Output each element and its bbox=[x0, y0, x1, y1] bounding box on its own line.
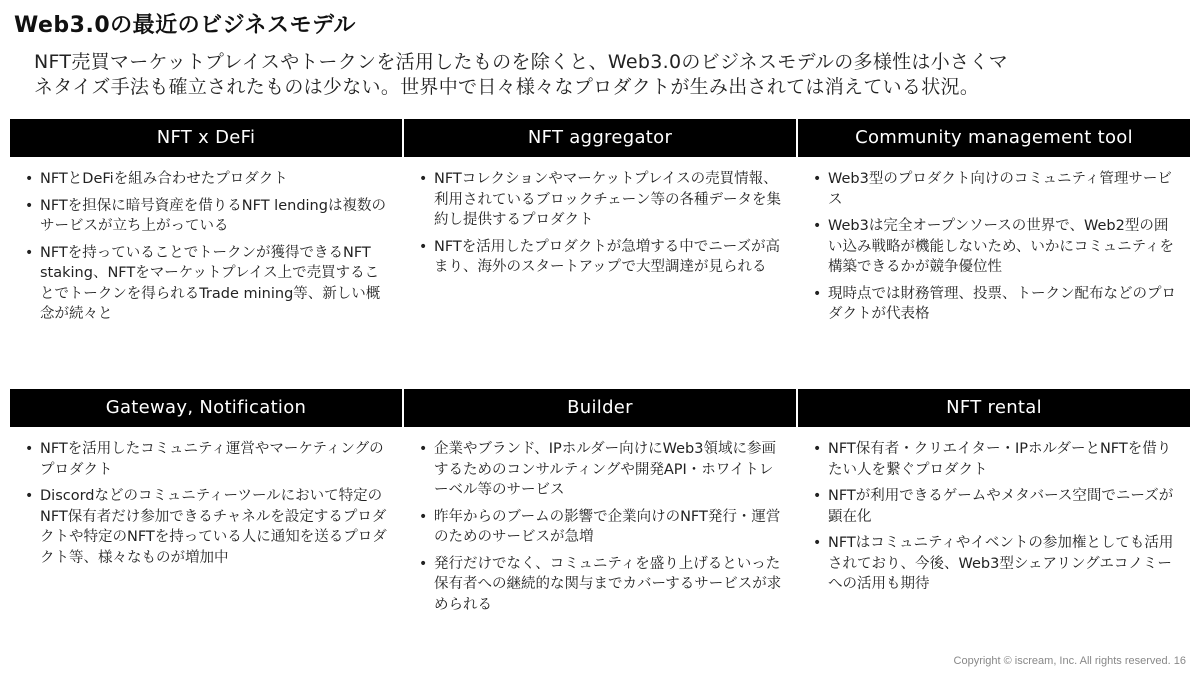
bullet-list bbox=[10, 169, 402, 325]
bullet-list bbox=[404, 169, 796, 278]
bullet-item: • NFTが利用できるゲームやメタバース空間でニーズが顕在化 bbox=[798, 486, 1190, 527]
copyright-footer: Copyright © iscream, Inc. All rights reserved. 16 bbox=[953, 655, 1186, 667]
bullet-item: • 企業やブランド、IPホルダー向けにWeb3領域に参画するためのコンサルティングや開発API・ホワイトレーベル等のサービス bbox=[404, 439, 796, 501]
bullet-item: • NFTを活用したコミュニティ運営やマーケティングのプロダクト bbox=[10, 439, 402, 480]
bullet-item: • NFTとDeFiを組み合わせたプロダクト bbox=[10, 169, 402, 190]
bullet-item: • NFTを持っていることでトークンが獲得できるNFT staking、NFTをマーケットプレイス上で売買することでトークンを得られるTrade mining等、新しい概念が続々と bbox=[10, 243, 402, 325]
bullet-item: • 発行だけでなく、コミュニティを盛り上げるといった保有者への継続的な関与までカバーするサービスが求められる bbox=[404, 554, 796, 616]
card-builder bbox=[404, 389, 796, 621]
card-header: Gateway, Notification bbox=[10, 389, 402, 427]
bullet-item: • Discordなどのコミュニティーツールにおいて特定のNFT保有者だけ参加できるチャネルを設定するプロダクトや特定のNFTを持っている人に通知を送るプロダクト等、様々なものが増加中 bbox=[10, 486, 402, 568]
card-header: NFT aggregator bbox=[404, 119, 796, 157]
card-gateway-notification bbox=[10, 389, 402, 574]
bullet-item: • NFT保有者・クリエイター・IPホルダーとNFTを借りたい人を繋ぐプロダクト bbox=[798, 439, 1190, 480]
bullet-item: • Web3は完全オープンソースの世界で、Web2型の囲い込み戦略が機能しないため、いかにコミュニティを構築できるかが競争優位性 bbox=[798, 216, 1190, 278]
bullet-list bbox=[404, 439, 796, 615]
bullet-list bbox=[798, 439, 1190, 595]
card-header: NFT rental bbox=[798, 389, 1190, 427]
bullet-item: • 現時点では財務管理、投票、トークン配布などのプロダクトが代表格 bbox=[798, 284, 1190, 325]
bullet-list bbox=[10, 439, 402, 568]
card-header: Builder bbox=[404, 389, 796, 427]
lead-line-1: NFT売買マーケットプレイスやトークンを活用したものを除くと、Web3.0のビジネスモデルの多様性は小さくマ bbox=[34, 51, 1008, 73]
lead-paragraph bbox=[34, 50, 1184, 100]
bullet-item: • NFTを担保に暗号資産を借りるNFT lendingは複数のサービスが立ち上がっている bbox=[10, 196, 402, 237]
lead-line-2: ネタイズ手法も確立されたものは少ない。世界中で日々様々なプロダクトが生み出されては消えている状況。 bbox=[34, 76, 980, 98]
card-nft-defi bbox=[10, 119, 402, 331]
card-header: Community management tool bbox=[798, 119, 1190, 157]
card-header: NFT x DeFi bbox=[10, 119, 402, 157]
card-nft-aggregator bbox=[404, 119, 796, 284]
slide-title: Web3.0の最近のビジネスモデル bbox=[14, 13, 356, 38]
bullet-item: • NFTを活用したプロダクトが急増する中でニーズが高まり、海外のスタートアップで大型調達が見られる bbox=[404, 237, 796, 278]
bullet-item: • Web3型のプロダクト向けのコミュニティ管理サービス bbox=[798, 169, 1190, 210]
card-community-management-tool bbox=[798, 119, 1190, 331]
card-nft-rental bbox=[798, 389, 1190, 601]
bullet-item: • NFTはコミュニティやイベントの参加権としても活用されており、今後、Web3型シェアリングエコノミーへの活用も期待 bbox=[798, 533, 1190, 595]
bullet-item: • 昨年からのブームの影響で企業向けのNFT発行・運営のためのサービスが急増 bbox=[404, 507, 796, 548]
bullet-item: • NFTコレクションやマーケットプレイスの売買情報、利用されているブロックチェーン等の各種データを集約し提供するプロダクト bbox=[404, 169, 796, 231]
bullet-list bbox=[798, 169, 1190, 325]
